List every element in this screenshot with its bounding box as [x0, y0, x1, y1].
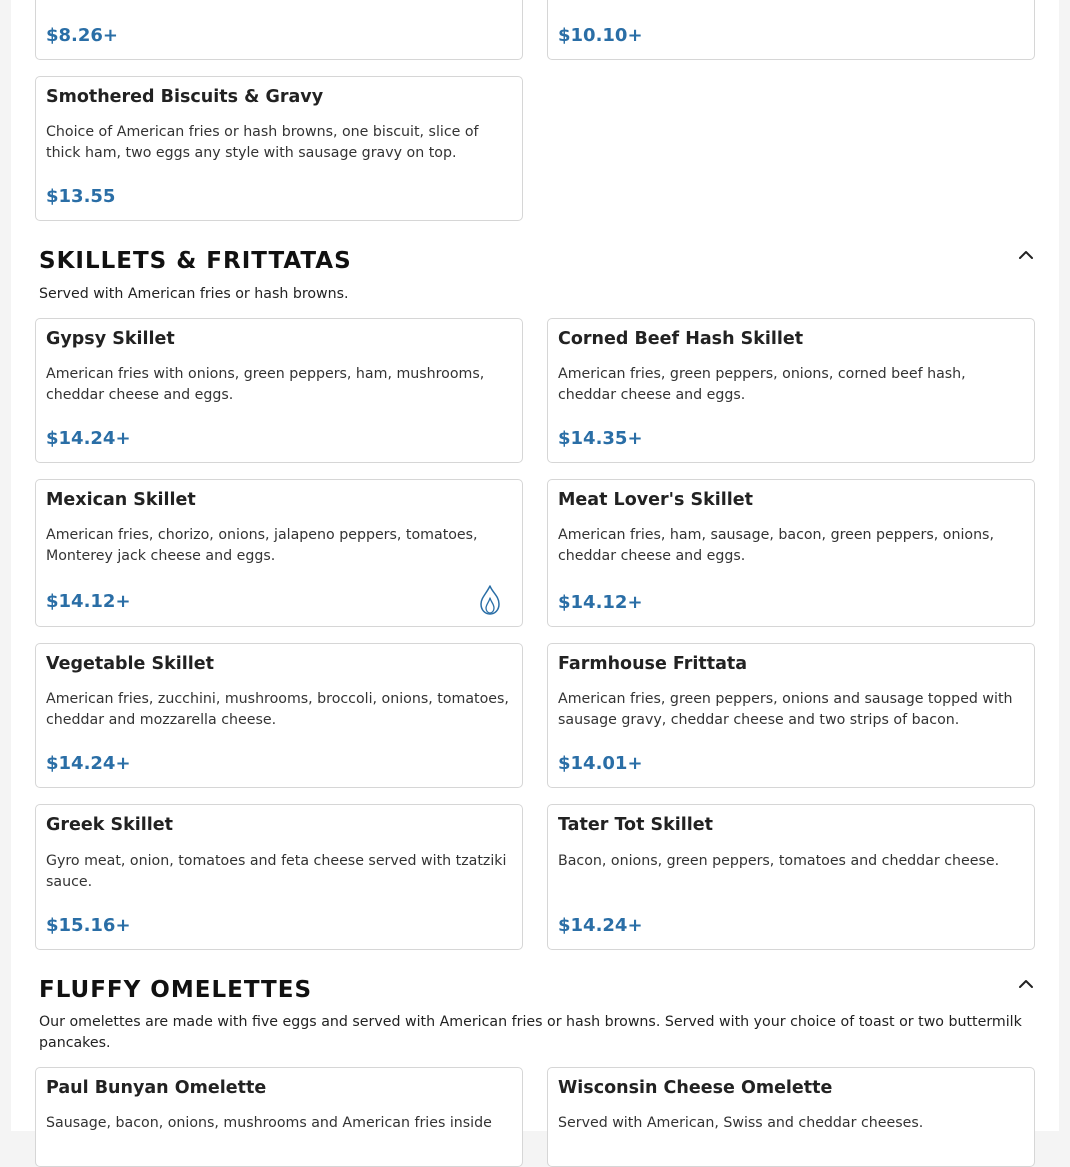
item-price: $8.26+ [46, 25, 119, 46]
menu-item-card[interactable] [35, 804, 523, 950]
item-price: $14.24+ [558, 915, 643, 936]
menu-item-card[interactable] [547, 1067, 1035, 1167]
menu-item-card[interactable] [547, 0, 1035, 60]
item-name: Farmhouse Frittata [558, 654, 748, 674]
item-price: $14.24+ [46, 428, 131, 449]
menu-item-card[interactable] [35, 318, 523, 463]
item-price: $14.24+ [46, 753, 131, 774]
item-price: $14.35+ [558, 428, 643, 449]
menu-item-card[interactable] [547, 318, 1035, 463]
item-name: Greek Skillet [46, 815, 173, 835]
item-price: $10.10+ [558, 25, 643, 46]
section-title: FLUFFY OMELETTES [39, 977, 313, 1003]
item-price: $14.01+ [558, 753, 643, 774]
item-name: Smothered Biscuits & Gravy [46, 87, 324, 107]
item-description: Served with American, Swiss and cheddar cheeses. [558, 1115, 924, 1131]
menu-item-card[interactable] [547, 479, 1035, 627]
item-price: $14.12+ [46, 591, 131, 612]
item-name: Meat Lover's Skillet [558, 490, 753, 510]
item-description: American fries, ham, sausage, bacon, green peppers, onions, cheddar cheese and eggs. [558, 527, 994, 564]
item-name: Tater Tot Skillet [558, 815, 714, 835]
menu-page [11, 0, 1059, 1131]
chevron-up-icon[interactable] [1017, 975, 1035, 993]
item-description: Choice of American fries or hash browns, one biscuit, slice of thick ham, two eggs any style with sausage gravy on top. [46, 124, 479, 161]
item-name: Paul Bunyan Omelette [46, 1078, 267, 1098]
item-description: Bacon, onions, green peppers, tomatoes and cheddar cheese. [558, 853, 1000, 869]
menu-item-card[interactable] [35, 1067, 523, 1167]
menu-item-card[interactable] [547, 804, 1035, 950]
item-price: $13.55 [46, 186, 116, 207]
item-description: American fries, green peppers, onions and sausage topped with sausage gravy, cheddar cheese and two strips of bacon. [558, 691, 1013, 728]
item-description: American fries, chorizo, onions, jalapeno peppers, tomatoes, Monterey jack cheese and eggs. [46, 527, 478, 564]
menu-item-card[interactable] [35, 76, 523, 221]
section-description: Served with American fries or hash browns. [39, 286, 349, 302]
item-name: Corned Beef Hash Skillet [558, 329, 804, 349]
spicy-flame-icon [477, 584, 503, 616]
menu-item-card[interactable] [35, 479, 523, 627]
item-price: $15.16+ [46, 915, 131, 936]
menu-item-card[interactable] [35, 643, 523, 788]
chevron-up-icon[interactable] [1017, 246, 1035, 264]
item-description: American fries with onions, green peppers, ham, mushrooms, cheddar cheese and eggs. [46, 366, 485, 403]
item-name: Mexican Skillet [46, 490, 196, 510]
item-description: American fries, zucchini, mushrooms, broccoli, onions, tomatoes, cheddar and mozzarella cheese. [46, 691, 509, 728]
section-title: SKILLETS & FRITTATAS [39, 248, 352, 274]
item-name: Wisconsin Cheese Omelette [558, 1078, 833, 1098]
item-description: Sausage, bacon, onions, mushrooms and American fries inside [46, 1115, 492, 1131]
menu-item-card[interactable] [547, 643, 1035, 788]
item-name: Vegetable Skillet [46, 654, 214, 674]
section-description: Our omelettes are made with five eggs and served with American fries or hash browns. Served with your choice of toast or two buttermilk pancakes. [39, 1014, 1022, 1051]
item-name: Gypsy Skillet [46, 329, 175, 349]
item-price: $14.12+ [558, 592, 643, 613]
menu-item-card[interactable] [35, 0, 523, 60]
item-description: Gyro meat, onion, tomatoes and feta cheese served with tzatziki sauce. [46, 853, 507, 890]
item-description: American fries, green peppers, onions, corned beef hash, cheddar cheese and eggs. [558, 366, 966, 403]
